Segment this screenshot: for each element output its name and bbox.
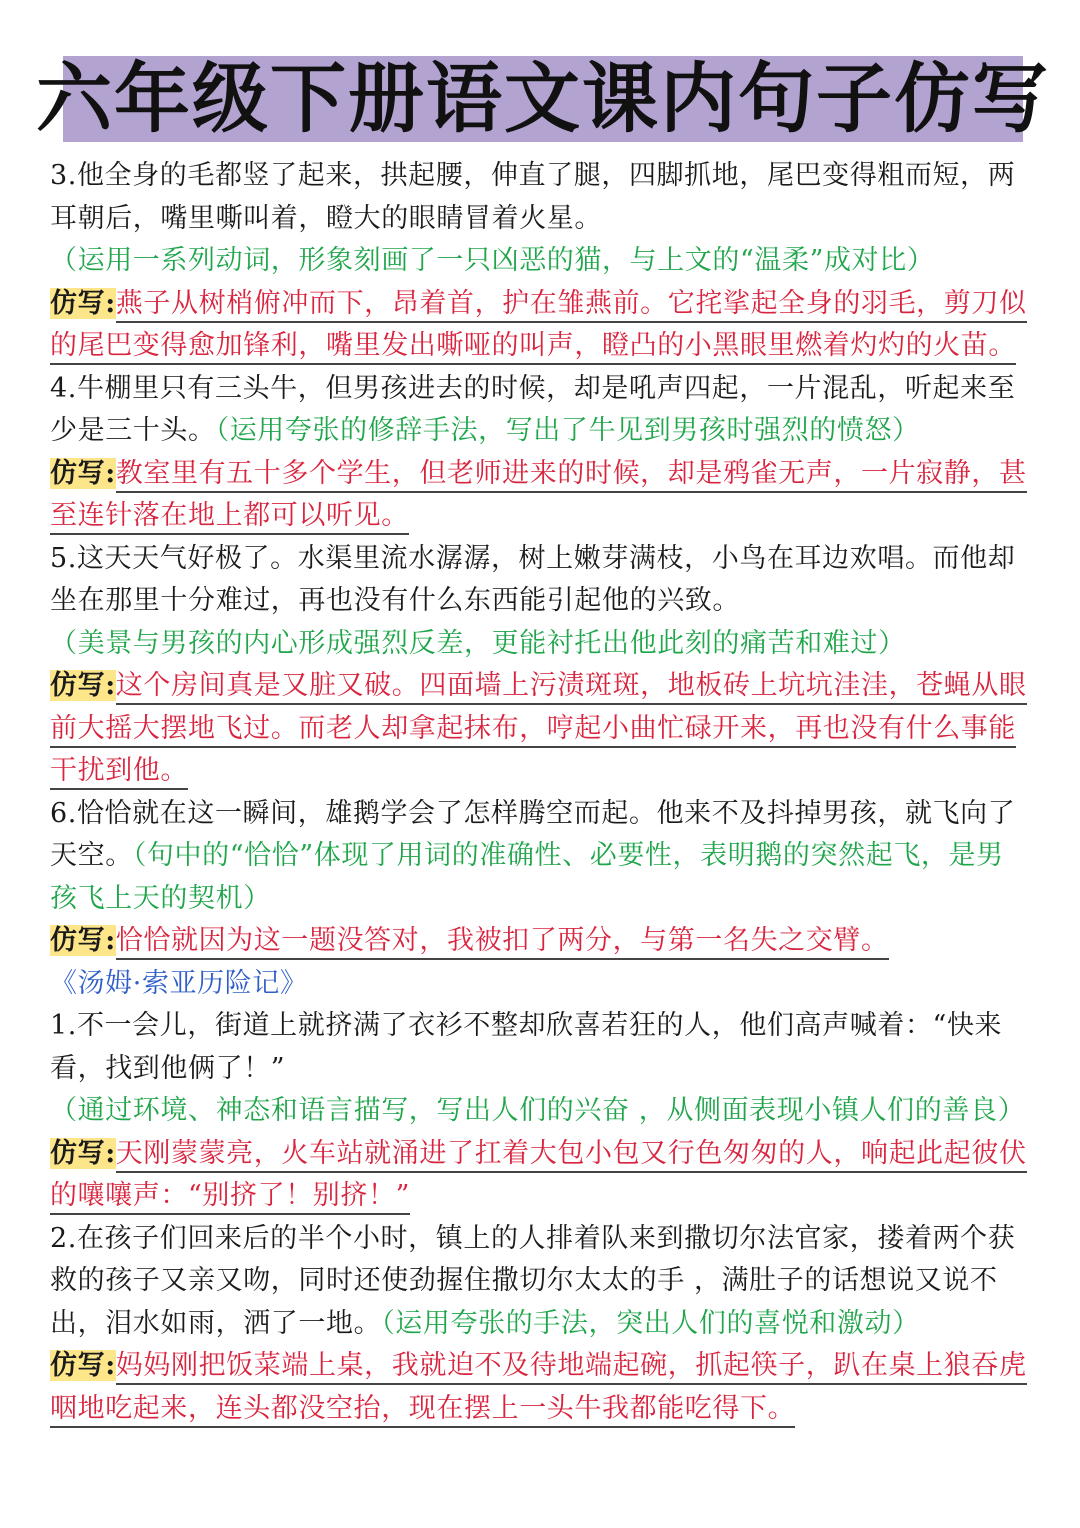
sentence-6-block <box>50 793 1028 921</box>
imitation-text: 天刚蒙蒙亮，火车站就涌进了扛着大包小包又行色匆匆的人，响起此起彼伏的嚷嚷声：“别挤了！别挤！” <box>50 1138 1027 1216</box>
title-banner <box>36 54 1050 143</box>
sentence-3-original: 3.他全身的毛都竖了起来，拱起腰，伸直了腿，四脚抓地，尾巴变得粗而短，两耳朝后，嘴里嘶叫着，瞪大的眼睛冒着火星。 <box>50 160 1016 234</box>
imitation-text: 燕子从树梢俯冲而下，昂着首，护在雏燕前。它挓挲起全身的羽毛，剪刀似的尾巴变得愈加锋利，嘴里发出嘶哑的叫声，瞪凸的小黑眼里燃着灼灼的火苗。 <box>50 288 1027 366</box>
sentence-4-block <box>50 368 1028 453</box>
tom-sentence-1-note: （通过环境、神态和语言描写，写出人们的兴奋 ，从侧面表现小镇人们的善良） <box>50 1095 1026 1126</box>
sentence-4-imitation <box>50 453 1028 538</box>
sentence-6-note: （句中的“恰恰”体现了用词的准确性、必要性，表明鹅的突然起飞，是男孩飞上天的契机） <box>50 840 1004 914</box>
sentence-3-note: （运用一系列动词，形象刻画了一只凶恶的猫，与上文的“温柔”成对比） <box>50 245 935 276</box>
imitation-text: 教室里有五十多个学生，但老师进来的时候，却是鸦雀无声，一片寂静，甚至连针落在地上都可以听见。 <box>50 458 1027 536</box>
page-title: 六年级下册语文课内句子仿写 <box>36 54 1050 143</box>
sentence-5-note: （美景与男孩的内心形成强烈反差，更能衬托出他此刻的痛苦和难过） <box>50 627 906 659</box>
tom-sentence-2-original: 2.在孩子们回来后的半个小时，镇上的人排着队来到撒切尔法官家，搂着两个获救的孩子又亲又吻，同时还使劲握住撒切尔太太的手 ，满肚子的话想说又说不出，泪水如雨，洒了一地。 <box>50 1222 1016 1339</box>
content-body <box>50 155 1028 1430</box>
sentence-4-note: （运用夸张的修辞手法，写出了牛见到男孩时强烈的愤怒） <box>215 415 920 446</box>
tom-sentence-2-note: （运用夸张的手法，突出人们的喜悦和激动） <box>381 1307 920 1339</box>
imitation-label: 仿写: <box>50 1137 116 1169</box>
tom-sentence-1-imitation <box>50 1133 1028 1218</box>
imitation-label: 仿写: <box>50 457 116 489</box>
tom-sentence-2-block <box>50 1218 1028 1346</box>
sentence-6-imitation <box>50 920 1028 963</box>
tom-sentence-1-original: 1.不一会儿，街道上就挤满了衣衫不整却欣喜若狂的人，他们高声喊着：“快来看，找到他俩了！” <box>50 1010 1003 1084</box>
tom-sentence-2-imitation <box>50 1345 1028 1430</box>
imitation-label: 仿写: <box>50 1350 116 1381</box>
sentence-5-imitation <box>50 665 1028 793</box>
sentence-3-imitation <box>50 283 1028 368</box>
sentence-6-original: 6.恰恰就在这一瞬间，雄鹅学会了怎样腾空而起。他来不及抖掉男孩，就飞向了天空。 <box>50 797 1016 871</box>
imitation-text: 恰恰就因为这一题没答对，我被扣了两分，与第一名失之交臂。 <box>116 925 889 960</box>
imitation-label: 仿写: <box>50 670 116 701</box>
sentence-5-original: 5.这天天气好极了。水渠里流水潺潺，树上嫩芽满枝，小鸟在耳边欢唱。而他却坐在那里十分难过，再也没有什么东西能引起他的兴致。 <box>50 542 1016 616</box>
imitation-label: 仿写: <box>50 287 116 319</box>
sentence-4-original: 4.牛棚里只有三头牛，但男孩进去的时候，却是吼声四起，一片混乱，听起来至少是三十头。 <box>50 372 1016 446</box>
book-title: 《汤姆·索亚历险记》 <box>50 967 308 999</box>
imitation-text: 妈妈刚把饭菜端上桌，我就迫不及待地端起碗，抓起筷子，趴在桌上狼吞虎咽地吃起来，连头都没空抬，现在摆上一头牛我都能吃得下。 <box>50 1350 1027 1428</box>
imitation-text: 这个房间真是又脏又破。四面墙上污渍斑斑，地板砖上坑坑洼洼，苍蝇从眼前大摇大摆地飞过。而老人却拿起抹布，哼起小曲忙碌开来，再也没有什么事能干扰到他。 <box>50 670 1027 790</box>
imitation-label: 仿写: <box>50 925 116 956</box>
